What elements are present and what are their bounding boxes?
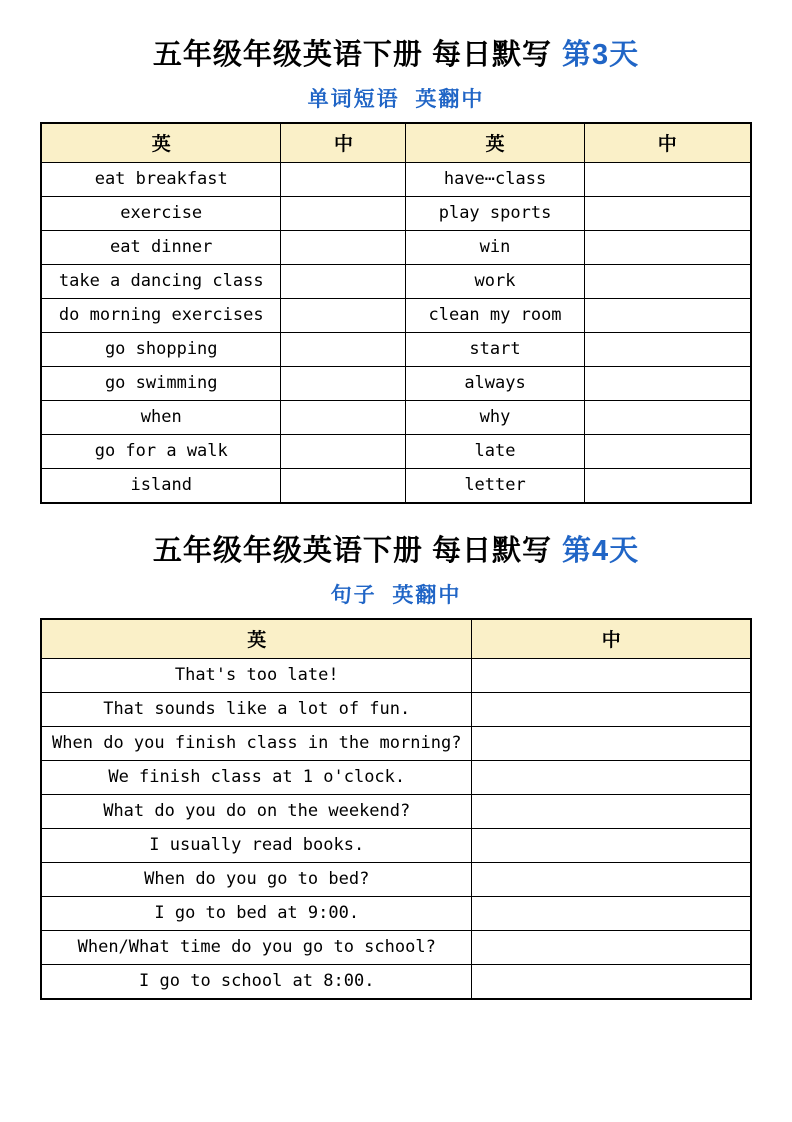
sentences-table <box>40 618 752 1000</box>
answer-cell-empty <box>472 930 751 964</box>
column-header: 英 <box>406 123 584 163</box>
entry-cell: take a dancing class <box>41 264 281 298</box>
table-row <box>41 332 751 366</box>
entry-cell: exercise <box>41 196 281 230</box>
answer-cell-empty <box>472 692 751 726</box>
table-row <box>41 468 751 503</box>
answer-cell-empty <box>281 400 406 434</box>
words-table-head <box>41 123 751 163</box>
entry-cell: why <box>406 400 584 434</box>
answer-cell-empty <box>281 366 406 400</box>
table-row <box>41 298 751 332</box>
table-row <box>41 964 751 999</box>
section-subtitle: 单词短语 英翻中 <box>307 87 485 111</box>
table-row <box>41 930 751 964</box>
entry-cell: I usually read books. <box>41 828 472 862</box>
entry-cell: That sounds like a lot of fun. <box>41 692 472 726</box>
answer-cell-empty <box>584 400 751 434</box>
title-main-text: 五年级年级英语下册 每日默写 <box>152 39 552 71</box>
answer-cell-empty <box>281 332 406 366</box>
answer-cell-empty <box>281 434 406 468</box>
header-row <box>41 619 751 659</box>
entry-cell: When/What time do you go to school? <box>41 930 472 964</box>
entry-cell: when <box>41 400 281 434</box>
answer-cell-empty <box>584 162 751 196</box>
table-row <box>41 196 751 230</box>
answer-cell-empty <box>584 298 751 332</box>
answer-cell-empty <box>472 726 751 760</box>
sentences-table-head <box>41 619 751 659</box>
entry-cell: work <box>406 264 584 298</box>
answer-cell-empty <box>584 264 751 298</box>
answer-cell-empty <box>584 434 751 468</box>
title-day-label: 第4天 <box>561 534 640 567</box>
section-day4 <box>40 534 752 1000</box>
answer-cell-empty <box>472 862 751 896</box>
table-row <box>41 230 751 264</box>
table-row <box>41 896 751 930</box>
entry-cell: eat dinner <box>41 230 281 264</box>
entry-cell: eat breakfast <box>41 162 281 196</box>
entry-cell: I go to bed at 9:00. <box>41 896 472 930</box>
table-row <box>41 434 751 468</box>
entry-cell: When do you go to bed? <box>41 862 472 896</box>
entry-cell: island <box>41 468 281 503</box>
table-row <box>41 760 751 794</box>
entry-cell: late <box>406 434 584 468</box>
answer-cell-empty <box>584 230 751 264</box>
entry-cell: That's too late! <box>41 658 472 692</box>
answer-cell-empty <box>281 468 406 503</box>
column-header: 英 <box>41 123 281 163</box>
entry-cell: always <box>406 366 584 400</box>
section-day3 <box>40 38 752 504</box>
entry-cell: do morning exercises <box>41 298 281 332</box>
table-row <box>41 400 751 434</box>
answer-cell-empty <box>584 366 751 400</box>
answer-cell-empty <box>281 196 406 230</box>
answer-cell-empty <box>472 896 751 930</box>
answer-cell-empty <box>281 230 406 264</box>
column-header: 中 <box>584 123 751 163</box>
column-header: 英 <box>41 619 472 659</box>
table-row <box>41 658 751 692</box>
entry-cell: I go to school at 8:00. <box>41 964 472 999</box>
entry-cell: go swimming <box>41 366 281 400</box>
table-row <box>41 366 751 400</box>
words-table <box>40 122 752 504</box>
entry-cell: win <box>406 230 584 264</box>
table-row <box>41 726 751 760</box>
answer-cell-empty <box>584 468 751 503</box>
answer-cell-empty <box>472 794 751 828</box>
entry-cell: clean my room <box>406 298 584 332</box>
answer-cell-empty <box>281 264 406 298</box>
title-main-text: 五年级年级英语下册 每日默写 <box>152 534 552 567</box>
answer-cell-empty <box>584 332 751 366</box>
entry-cell: letter <box>406 468 584 503</box>
table-row <box>41 692 751 726</box>
answer-cell-empty <box>281 298 406 332</box>
table-row <box>41 794 751 828</box>
table-row <box>41 264 751 298</box>
table-row <box>41 862 751 896</box>
header-row <box>41 123 751 163</box>
answer-cell-empty <box>472 828 751 862</box>
table-row <box>41 162 751 196</box>
answer-cell-empty <box>281 162 406 196</box>
entry-cell: go for a walk <box>41 434 281 468</box>
entry-cell: go shopping <box>41 332 281 366</box>
answer-cell-empty <box>472 760 751 794</box>
answer-cell-empty <box>584 196 751 230</box>
entry-cell: We finish class at 1 o'clock. <box>41 760 472 794</box>
words-table-body <box>41 162 751 503</box>
entry-cell: What do you do on the weekend? <box>41 794 472 828</box>
entry-cell: start <box>406 332 584 366</box>
entry-cell: play sports <box>406 196 584 230</box>
sentences-table-body <box>41 658 751 999</box>
entry-cell: have⋯class <box>406 162 584 196</box>
column-header: 中 <box>472 619 751 659</box>
entry-cell: When do you finish class in the morning? <box>41 726 472 760</box>
table-row <box>41 828 751 862</box>
section-subtitle: 句子 英翻中 <box>330 583 462 607</box>
title-day-label: 第3天 <box>561 39 640 71</box>
column-header: 中 <box>281 123 406 163</box>
section-title <box>40 38 752 73</box>
answer-cell-empty <box>472 658 751 692</box>
answer-cell-empty <box>472 964 751 999</box>
section-title <box>40 534 752 569</box>
